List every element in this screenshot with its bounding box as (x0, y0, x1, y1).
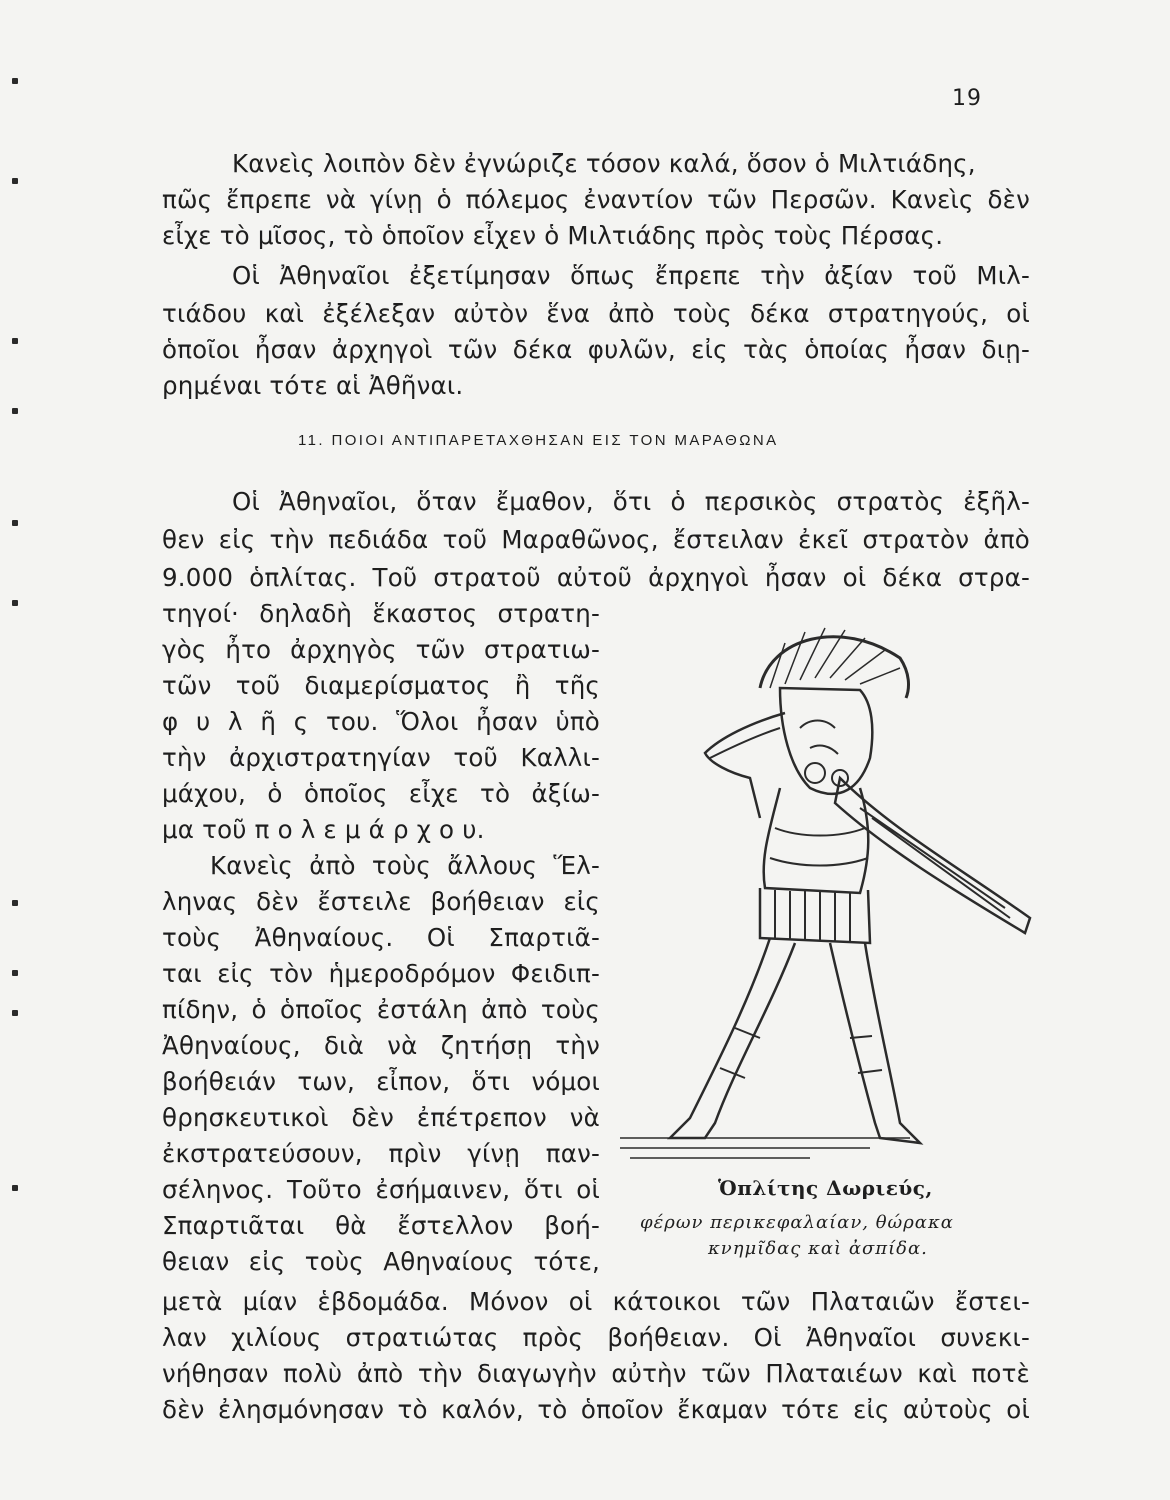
paragraph-3-narrow-line: μα τοῦ π ο λ ε μ ά ρ χ ο υ. (162, 815, 485, 844)
figure-caption-title: Ὁπλίτης Δωριεύς, (718, 1176, 933, 1200)
paragraph-4-narrow-line: ληνας δὲν ἔστειλε βοήθειαν εἰς (162, 887, 600, 916)
paragraph-4-narrow-line: θειαν εἰς τοὺς Αθηναίους τότε, (162, 1247, 600, 1276)
hoplite-illustration (610, 618, 1040, 1178)
paragraph-4-line: μετὰ μίαν ἑβδομάδα. Μόνον οἱ κάτοικοι τῶν Πλαταιῶν ἔστει- (162, 1287, 1030, 1316)
paragraph-3-narrow-line: τὴν ἀρχιστρατηγίαν τοῦ Καλλι- (162, 743, 600, 772)
paragraph-2-line: τιάδου καὶ ἐξέλεξαν αὐτὸν ἕνα ἀπὸ τοὺς δέκα στρατηγούς, οἱ (162, 299, 1030, 328)
figure-caption-line: κνημῖδας καὶ ἀσπίδα. (708, 1238, 928, 1259)
figure-caption-line: φέρων περικεφαλαίαν, θώρακα (640, 1212, 954, 1233)
paragraph-4-narrow-line: σέληνος. Τοῦτο ἐσήμαινεν, ὅτι οἱ (162, 1175, 600, 1204)
paragraph-4-narrow-line: ἐκστρατεύσουν, πρὶν γίνῃ παν- (162, 1139, 600, 1168)
paragraph-4-line: λαν χιλίους στρατιώτας πρὸς βοήθειαν. Οἱ Ἀθηναῖοι συνεκι- (162, 1323, 1030, 1352)
paragraph-4-narrow-line: Σπαρτιᾶται θὰ ἔστελλον βοή- (162, 1211, 600, 1240)
paragraph-3-narrow-line: φ υ λ ῆ ς του. Ὅλοι ἦσαν ὑπὸ (162, 707, 600, 736)
paragraph-4-narrow-line: πίδην, ὁ ὁποῖος ἐστάλη ἀπὸ τοὺς (162, 995, 600, 1024)
paragraph-3-line: θεν εἰς τὴν πεδιάδα τοῦ Μαραθῶνος, ἔστειλαν ἐκεῖ στρατὸν ἀπὸ (162, 525, 1030, 554)
paragraph-1-line: εἶχε τὸ μῖσος, τὸ ὁποῖον εἶχεν ὁ Μιλτιάδης πρὸς τοὺς Πέρσας. (162, 221, 944, 250)
paragraph-4-narrow-line: Ἀθηναίους, διὰ νὰ ζητήσῃ τὴν (162, 1031, 600, 1060)
paragraph-3-narrow-line: τῶν τοῦ διαμερίσματος ἢ τῆς (162, 671, 600, 700)
paragraph-3-narrow-line: μάχου, ὁ ὁποῖος εἶχε τὸ ἀξίω- (162, 779, 600, 808)
paragraph-3-line: 9.000 ὁπλίτας. Τοῦ στρατοῦ αὐτοῦ ἀρχηγοὶ ἦσαν οἱ δέκα στρα- (162, 563, 1030, 592)
paragraph-2-line: Οἱ Ἀθηναῖοι ἐξετίμησαν ὅπως ἔπρεπε τὴν ἀξίαν τοῦ Μιλ- (232, 261, 1030, 290)
paragraph-4-narrow-line: Κανεὶς ἀπὸ τοὺς ἄλλους Ἕλ- (210, 851, 600, 880)
paragraph-4-narrow-line: θρησκευτικοὶ δὲν ἐπέτρεπον νὰ (162, 1103, 600, 1132)
paragraph-4-narrow-line: βοήθειάν των, εἶπον, ὅτι νόμοι (162, 1067, 600, 1096)
paragraph-3-line: Οἱ Ἀθηναῖοι, ὅταν ἔμαθον, ὅτι ὁ περσικὸς στρατὸς ἐξῆλ- (232, 487, 1030, 516)
paragraph-1-line: πῶς ἔπρεπε νὰ γίνῃ ὁ πόλεμος ἐναντίον τῶν Περσῶν. Κανεὶς δὲν (162, 185, 1030, 214)
paragraph-1-line: Κανεὶς λοιπὸν δὲν ἐγνώριζε τόσον καλά, ὅσον ὁ Μιλτιάδης, (232, 149, 976, 178)
paragraph-2-line: ρημέναι τότε αἱ Ἀθῆναι. (162, 371, 464, 400)
paragraph-4-narrow-line: τοὺς Ἀθηναίους. Οἱ Σπαρτιᾶ- (162, 923, 600, 952)
page-number: 19 (952, 86, 982, 111)
paragraph-4-line: δὲν ἐλησμόνησαν τὸ καλόν, τὸ ὁποῖον ἔκαμαν τότε εἰς αὐτοὺς οἱ (162, 1395, 1030, 1424)
paragraph-4-narrow-line: ται εἰς τὸν ἡμεροδρόμον Φειδιπ- (162, 959, 600, 988)
paragraph-2-line: ὁποῖοι ἦσαν ἀρχηγοὶ τῶν δέκα φυλῶν, εἰς τὰς ὁποίας ἦσαν διῃ- (162, 335, 1030, 364)
section-heading: 11. ΠΟΙΟΙ ΑΝΤΙΠΑΡΕΤΑΧΘΗΣΑΝ ΕΙΣ ΤΟΝ ΜΑΡΑΘΩΝΑ (298, 432, 779, 449)
paragraph-3-narrow-line: τηγοί· δηλαδὴ ἕκαστος στρατη- (162, 599, 600, 628)
paragraph-4-line: νήθησαν πολὺ ἀπὸ τὴν διαγωγὴν αὐτὴν τῶν Πλαταιέων καὶ ποτὲ (162, 1359, 1030, 1388)
paragraph-3-narrow-line: γὸς ἦτο ἀρχηγὸς τῶν στρατιω- (162, 635, 600, 664)
